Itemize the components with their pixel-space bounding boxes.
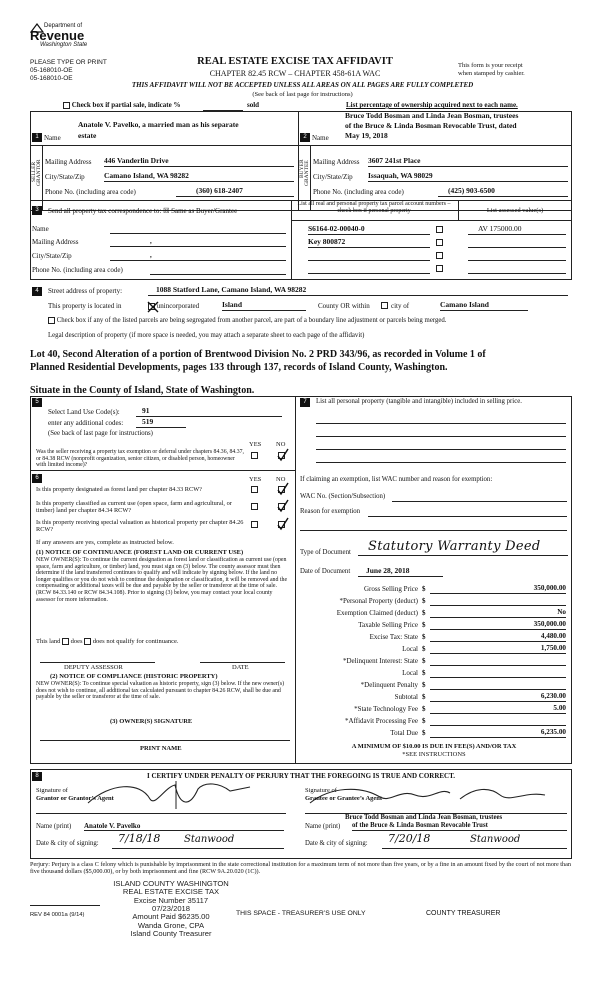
parcel-4-personal-checkbox[interactable]	[436, 265, 443, 272]
logo-dept: Department of	[44, 23, 83, 29]
grantee-name-1: Bruce Todd Bosman and Linda Jean Bosman, trustees	[345, 814, 503, 821]
does-not-label: does not qualify for continuance.	[92, 638, 179, 645]
ownership-note: List percentage of ownership acquired next to each name.	[346, 101, 518, 109]
grantee-sig-label-2: Grantee or Grantee’s Agent	[305, 795, 383, 802]
parcel-4-line	[308, 273, 430, 274]
tax-row-dollar: $	[422, 645, 426, 653]
wac-claim-label: If claiming an exemption, list WAC number and reason for exemption:	[300, 476, 493, 483]
pp-line-3	[316, 449, 566, 450]
parcel-3-personal-checkbox[interactable]	[436, 252, 443, 259]
tax-row-value: 4,480.00	[430, 632, 566, 642]
unincorporated-checkbox[interactable]	[148, 303, 155, 310]
tax-row	[300, 584, 568, 596]
grantor-sign-city: Stanwood	[184, 834, 235, 845]
s3-phone-line	[150, 274, 286, 275]
exemption-no-checkbox[interactable]	[278, 452, 285, 459]
does-not-checkbox[interactable]	[84, 638, 91, 645]
wac-no-label: WAC No. (Section/Subsection)	[300, 493, 386, 500]
parcel-header: List all real and personal property tax parcel account numbers – check box if personal property	[297, 201, 451, 214]
tax-row-value: 350,000.00	[430, 584, 566, 594]
section-8-num: 8	[32, 772, 42, 781]
tax-row-value	[430, 680, 566, 690]
buyer-city-label: City/State/Zip	[313, 173, 353, 181]
land-use-code: 91	[136, 407, 282, 417]
tax-row-dollar: $	[422, 609, 426, 617]
stamp-line-3: Excise Number 35117	[133, 895, 209, 905]
section-4-num: 4	[32, 287, 42, 296]
legal-desc-3: Situate in the County of Island, State of Washington.	[30, 385, 255, 396]
tax-row-value	[430, 596, 566, 606]
tax-row-dollar: $	[422, 585, 426, 593]
print-name-label: PRINT NAME	[140, 745, 182, 752]
parcel-1: S6164-02-00040-0	[308, 225, 430, 235]
grantee-date-line	[382, 848, 567, 849]
seller-mailing-label: Mailing Address	[45, 158, 92, 166]
grantee-date-label: Date & city of signing:	[305, 840, 368, 847]
stamp-line-7: Island County Treasurer	[130, 929, 212, 939]
wac-no-line	[392, 501, 567, 502]
tax-row	[300, 692, 568, 704]
buyer-name-2: of the Bruce & Linda Bosman Revocable Trust, dated	[345, 121, 517, 130]
tax-row-label: *State Technology Fee	[354, 705, 418, 713]
partial-sale-sold: sold	[247, 101, 260, 109]
additional-codes: 519	[136, 418, 186, 428]
section-6-num: 6	[32, 474, 42, 483]
notice-continuance-title: (1) NOTICE OF CONTINUANCE (FOREST LAND OR CURRENT USE)	[36, 549, 244, 556]
located-in-label: This property is located in	[48, 302, 122, 310]
tax-row	[300, 728, 568, 740]
land-use-label: Select Land Use Code(s):	[48, 408, 120, 416]
receipt-note-2: when stamped by cashier.	[458, 70, 525, 77]
grantor-sig-label-1: Signature of	[36, 787, 68, 794]
s3-mailing-line	[110, 246, 286, 247]
s5-see-back: (See back of last page for instructions)	[48, 430, 153, 437]
receipt-note-1: This form is your receipt	[458, 62, 523, 69]
street-label: Street address of property:	[48, 287, 123, 295]
s5-no-header: NO	[276, 441, 286, 448]
buyer-side-grantee: GRANTEE	[304, 160, 310, 186]
seller-city: Camano Island, WA 98282	[104, 172, 294, 182]
parcel-header-line	[291, 220, 572, 221]
tax-row-label: Local	[402, 645, 418, 653]
grantee-sig-label-1: Signature of	[305, 787, 337, 794]
logo-revenue: Revenue	[30, 27, 85, 43]
perjury-statement: Perjury: Perjury is a class C felony which is punishable by imprisonment in the state correctional institution for a maximum term of not more than five years, or by a fine in an amount fixed by the court of not more than five thousand dollars ($5,000.00), or by both imprisonment and fine (RCW 9A.20.020 (1C)).	[30, 861, 571, 876]
section-2-num: 2	[300, 133, 310, 142]
tax-row-value: 6,230.00	[430, 692, 566, 702]
form-title: REAL ESTATE EXCISE TAX AFFIDAVIT	[197, 56, 393, 67]
treasurer-use-only: THIS SPACE - TREASURER’S USE ONLY	[236, 910, 366, 917]
stamp-line-2: REAL ESTATE EXCISE TAX	[122, 887, 220, 897]
seller-phone: (360) 618-2407	[176, 187, 294, 197]
seller-phone-label: Phone No. (including area code)	[45, 188, 136, 196]
assessed-1: AV 175000.00	[468, 225, 566, 235]
county-or-within: County OR within	[318, 302, 370, 310]
tax-row	[300, 644, 568, 656]
forest-question: Is this property designated as forest land per chapter 84.33 RCW?	[36, 486, 202, 493]
s3-city-value: ,	[150, 251, 152, 259]
qualify-row	[36, 638, 179, 645]
assessor-date: DATE	[232, 664, 249, 671]
grantee-name-2: of the Bruce & Linda Bosman Revocable Trust	[352, 822, 567, 831]
this-land-label: This land	[36, 638, 61, 645]
buyer-name-3: May 19, 2018	[345, 131, 388, 140]
city-checkbox[interactable]	[381, 302, 388, 309]
county-value: Island	[222, 301, 306, 311]
s3-name-label: Name	[32, 225, 49, 233]
notice-compliance-title: (2) NOTICE OF COMPLIANCE (HISTORIC PROPERTY)	[50, 673, 218, 680]
legal-desc-1: Lot 40, Second Alteration of a portion of Brentwood Division No. 2 PRD 343/96, as recorded in Volume 1 of	[30, 349, 486, 360]
tax-row-dollar: $	[422, 657, 426, 665]
notice-continuance-body: NEW OWNER(S): To continue the current designation as forest land or classification as current use (open space, farm and agriculture, or timber) land, you must sign on (3) below. The county assessor must then determine if the land transferred continues to qualify and will indicate by signing below. If the land no longer qualifies or you do not wish to continue the designation or classification, it will be removed and the compensating or additional taxes will be due and payable by the seller or transferor at the time of sale. (RCW 84.33.140 or RCW 84.34.108). Prior to signing (3) below, you may contact your local county assessor for more information.	[36, 557, 288, 603]
current-use-question: Is this property classified as current use (open space, farm and agricultural, or timber) land per chapter 84.34 RCW?	[36, 500, 232, 515]
tax-row-label: Exemption Claimed (deduct)	[336, 609, 418, 617]
tax-row-label: Excise Tax: State	[369, 633, 418, 641]
personal-property-label: List all personal property (tangible and intangible) included in selling price.	[316, 398, 522, 405]
tax-row-value: 6,235.00	[430, 728, 566, 738]
footer-left-line	[30, 905, 100, 906]
s3-mailing-value: ,	[150, 237, 152, 245]
grantor-sig-line	[36, 813, 286, 814]
grantor-date-label: Date & city of signing:	[36, 840, 99, 847]
tax-row-dollar: $	[422, 705, 426, 713]
segregated-label: Check box if any of the listed parcels are being segregated from another parcel, are part of a boundary line adjustment or parcels being merged.	[56, 317, 447, 325]
unincorporated-label: unincorporated	[156, 302, 200, 310]
section-1-num: 1	[32, 133, 42, 142]
parcel-2: Key 800872	[308, 238, 430, 248]
legal-desc-2: Planned Residential Developments, pages 133 through 137, records of Island County, Washington.	[30, 362, 448, 373]
buyer-name-label: Name	[312, 134, 329, 142]
tax-row-value: 350,000.00	[430, 620, 566, 630]
tax-row-label: *Affidavit Processing Fee	[345, 717, 418, 725]
seller-name-2: estate	[78, 131, 97, 140]
tax-row	[300, 620, 568, 632]
s3-city-line	[110, 260, 286, 261]
checkmark-icon	[277, 517, 289, 531]
dor-logo	[30, 23, 105, 49]
tax-row-value	[430, 656, 566, 666]
tax-row-dollar: $	[422, 729, 426, 737]
tax-row-label: Gross Selling Price	[363, 585, 418, 593]
tax-row-value: No	[430, 608, 566, 618]
tax-row-value	[430, 668, 566, 678]
treasurer-stamp	[96, 880, 246, 938]
tax-row	[300, 716, 568, 728]
historic-no-checkbox[interactable]	[278, 521, 285, 528]
buyer-mailing-label: Mailing Address	[313, 158, 360, 166]
deputy-assessor: DEPUTY ASSESSOR	[64, 664, 123, 671]
grantee-name-label: Name (print)	[305, 823, 341, 830]
tax-row-label: *Delinquent Penalty	[360, 681, 418, 689]
minimum-fee-note: A MINIMUM OF $10.00 IS DUE IN FEE(S) AND/OR TAX	[351, 743, 517, 750]
grantor-print-name: Anatole V. Pavelko	[84, 822, 284, 831]
seller-name-1: Anatole V. Pavelko, a married man as his separate	[78, 120, 239, 129]
see-instructions: *SEE INSTRUCTIONS	[402, 751, 466, 758]
s3-mailing-label: Mailing Address	[32, 238, 79, 246]
tax-row-label: Total Due	[390, 729, 418, 737]
completion-warning: THIS AFFIDAVIT WILL NOT BE ACCEPTED UNLESS ALL AREAS ON ALL PAGES ARE FULLY COMPLETED	[131, 81, 474, 89]
tax-row	[300, 632, 568, 644]
see-back-note: (See back of last page for instructions)	[252, 91, 353, 98]
type-print-note: PLEASE TYPE OR PRINT	[30, 59, 107, 66]
tax-row	[300, 656, 568, 668]
s3-city-label: City/State/Zip	[32, 252, 72, 260]
tax-row-label: *Delinquent Interest: State	[342, 657, 418, 665]
grantee-signature-scribble	[300, 781, 560, 809]
buyer-phone: (425) 903-6500	[438, 187, 568, 197]
buyer-phone-label: Phone No. (including area code)	[313, 188, 404, 196]
section-5-7-divider	[295, 396, 296, 764]
buyer-name-1: Bruce Todd Bosman and Linda Jean Bosman, trustees	[345, 111, 519, 120]
tax-row-dollar: $	[422, 681, 426, 689]
grantee-sign-date: 7/20/18	[388, 832, 431, 845]
tax-row-label: Taxable Selling Price	[358, 621, 418, 629]
buyer-city: Issaquah, WA 98029	[368, 172, 568, 182]
assessed-header: List assessed value(s)	[486, 207, 544, 214]
partial-sale-row	[63, 101, 180, 109]
tax-row-dollar: $	[422, 717, 426, 725]
reason-label: Reason for exemption	[300, 508, 361, 515]
tax-row-label: *Personal Property (deduct)	[339, 597, 418, 605]
unincorporated-row	[148, 302, 199, 310]
tax-row-value: 1,750.00	[430, 644, 566, 654]
assessed-2-line	[468, 247, 566, 248]
buyer-mailing: 3607 241st Place	[368, 157, 568, 167]
pp-line-2	[316, 436, 566, 437]
stamp-line-5: Amount Paid $6235.00	[132, 912, 210, 922]
street-address: 1088 Statford Lane, Camano Island, WA 98282	[148, 286, 568, 296]
seller-name-label: Name	[44, 134, 61, 142]
form-code-1: 05-168010-OE	[30, 67, 73, 74]
owner-signature-label: (3) OWNER(S) SIGNATURE	[110, 718, 193, 725]
partial-sale-label: Check box if partial sale, indicate %	[71, 101, 181, 109]
tax-row-value	[430, 716, 566, 726]
date-line	[200, 662, 285, 663]
reason-line-2	[300, 530, 567, 531]
rev-code: REV 84 0001a (9/14)	[30, 912, 85, 918]
doc-type: Statutory Warranty Deed	[358, 540, 568, 556]
form-code-2: 05-168010-OE	[30, 75, 73, 82]
tax-row-label: Local	[402, 669, 418, 677]
assessed-3-line	[468, 260, 566, 261]
stamp-line-4: 07/23/2018	[151, 904, 190, 914]
doc-date: June 28, 2018	[358, 567, 443, 577]
doc-date-label: Date of Document	[300, 568, 351, 575]
section-7-num: 7	[300, 398, 310, 407]
current-use-yes-checkbox[interactable]	[251, 503, 258, 510]
city-of-label: city of	[391, 302, 410, 310]
current-use-no-checkbox[interactable]	[278, 503, 285, 510]
buyer-side-buyer: BUYER	[299, 159, 305, 178]
city-value: Camano Island	[440, 301, 528, 311]
county-treasurer: COUNTY TREASURER	[426, 910, 501, 917]
check-x-icon	[147, 301, 159, 313]
tax-row	[300, 668, 568, 680]
doc-type-label: Type of Document	[300, 549, 351, 556]
form-chapter: CHAPTER 82.45 RCW – CHAPTER 458-61A WAC	[209, 69, 381, 78]
tax-row	[300, 704, 568, 716]
exemption-question: Was the seller receiving a property tax exemption or deferral under chapters 84.36, 84.37, or 84.38 RCW (nonprofit organization, senior citizen, or disabled person, homeowner with limited income)?	[36, 449, 244, 469]
if-yes-note: If any answers are yes, complete as instructed below.	[36, 539, 174, 546]
parcel-2-personal-checkbox[interactable]	[436, 239, 443, 246]
does-label: does	[70, 638, 83, 645]
tax-row-dollar: $	[422, 621, 426, 629]
notice-compliance-body: NEW OWNER(S): To continue special valuation as historic property, sign (3) below. If the new owner(s) does not wish to continue, all additional tax calculated pursuant to chapter 84.26 RCW, shall be due and payable by the seller or transferor at the time of sale.	[36, 681, 285, 701]
checkmark-icon	[277, 482, 289, 496]
s6-yes-header: YES	[249, 476, 262, 483]
additional-codes-label: enter any additional codes:	[48, 419, 124, 427]
tax-row	[300, 680, 568, 692]
reason-line-1	[368, 516, 567, 517]
tax-row	[300, 596, 568, 608]
does-checkbox[interactable]	[62, 638, 69, 645]
section-6-top-line	[30, 470, 295, 471]
historic-yes-checkbox[interactable]	[251, 521, 258, 528]
tax-row-label: Subtotal	[394, 693, 418, 701]
logo-mark-icon	[30, 23, 44, 33]
tax-row-dollar: $	[422, 597, 426, 605]
legal-desc-label: Legal description of property (if more space is needed, you may attach a separate sheet to each page of the affidavit)	[48, 332, 365, 339]
s3-phone-label: Phone No. (including area code)	[32, 266, 123, 274]
tax-row-dollar: $	[422, 693, 426, 701]
buyer-side-label	[299, 148, 309, 208]
correspondence-label: Send all property tax correspondence to: ☒ Same as Buyer/Grantee	[48, 207, 238, 215]
seller-mailing: 446 Vanderlin Drive	[104, 157, 294, 167]
section-3-num: 3	[32, 206, 42, 215]
grantor-sig-label-2: Grantor or Grantor’s Agent	[36, 795, 114, 802]
deputy-line	[40, 662, 155, 663]
grantor-date-line	[112, 848, 284, 849]
s5-yes-header: YES	[249, 441, 262, 448]
tax-row-dollar: $	[422, 669, 426, 677]
pp-line-1	[316, 423, 566, 424]
seller-city-label: City/State/Zip	[45, 173, 85, 181]
stamp-line-6: Wanda Grone, CPA	[137, 920, 205, 930]
historic-question: Is this property receiving special valuation as historical property per chapter 84.26 RCW?	[36, 519, 244, 534]
owner-signature-line	[40, 740, 290, 741]
grantor-signature-scribble	[80, 779, 260, 811]
pp-line-4	[316, 462, 566, 463]
tax-row	[300, 608, 568, 620]
stamp-line-1: ISLAND COUNTY WASHINGTON	[113, 879, 229, 888]
partial-sale-checkbox[interactable]	[63, 102, 70, 109]
seller-side-grantor: GRANTOR	[36, 159, 42, 186]
forest-no-checkbox[interactable]	[278, 486, 285, 493]
segregated-checkbox[interactable]	[48, 317, 55, 324]
s3-name-line	[110, 233, 286, 234]
grantor-sign-date: 7/18/18	[118, 832, 161, 845]
section-3-divider	[291, 200, 292, 280]
section-5-num: 5	[32, 398, 42, 407]
certify-statement: I CERTIFY UNDER PENALTY OF PERJURY THAT THE FOREGOING IS TRUE AND CORRECT.	[146, 772, 455, 780]
tax-row-value: 5.00	[430, 704, 566, 714]
logo-state: Washington State	[40, 41, 88, 48]
seller-side-label	[31, 148, 41, 208]
parcel-3-line	[308, 260, 430, 261]
section-1-2-hline	[30, 145, 572, 146]
tax-row-dollar: $	[422, 633, 426, 641]
parcel-assessed-divider	[458, 200, 459, 220]
s6-no-header: NO	[276, 476, 286, 483]
exemption-yes-checkbox[interactable]	[251, 452, 258, 459]
checkmark-icon	[277, 499, 289, 513]
segregated-row	[48, 317, 447, 325]
parcel-1-personal-checkbox[interactable]	[436, 226, 443, 233]
grantee-sign-city: Stanwood	[470, 834, 521, 845]
assessed-4-line	[468, 273, 566, 274]
seller-side-seller: SELLER	[31, 161, 37, 182]
forest-yes-checkbox[interactable]	[251, 486, 258, 493]
checkmark-icon	[277, 448, 289, 462]
grantor-name-label: Name (print)	[36, 823, 72, 830]
